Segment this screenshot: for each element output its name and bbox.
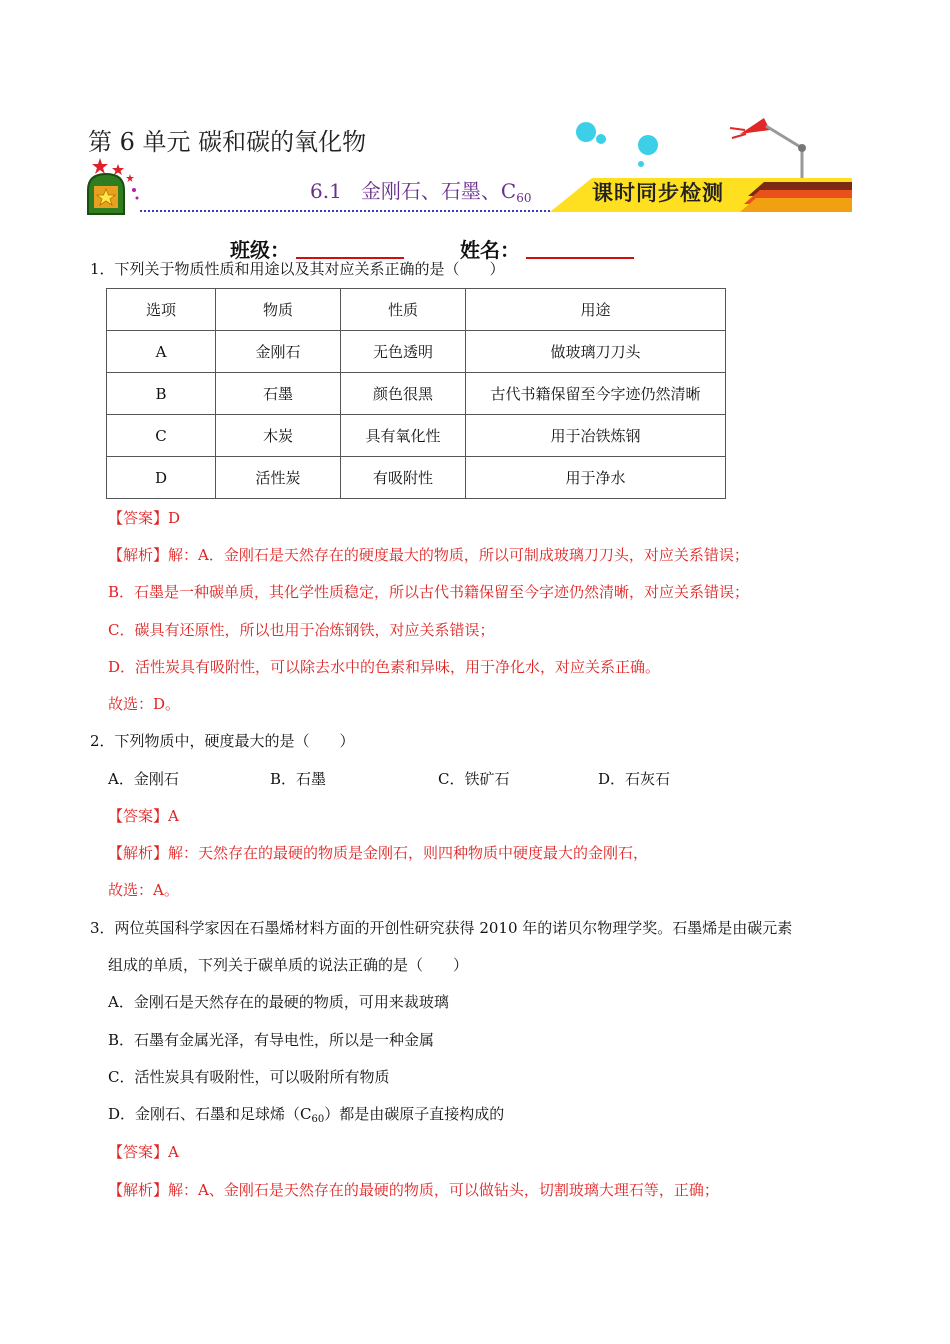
q3-option-c: C．活性炭具有吸附性，可以吸附所有物质 — [108, 1068, 390, 1086]
q2-option-c: C．铁矿石 — [438, 770, 510, 788]
q2-option-a: A．金刚石 — [108, 770, 179, 788]
table-cell: 具有氧化性 — [341, 415, 466, 457]
class-blank[interactable] — [296, 239, 404, 259]
q1-analysis-line: D．活性炭具有吸附性，可以除去水中的色素和异味，用于净化水，对应关系正确。 — [108, 658, 661, 676]
table-header-cell: 选项 — [107, 289, 216, 331]
table-row — [107, 415, 726, 457]
name-label: 姓名： — [460, 238, 520, 262]
section-title — [310, 175, 531, 205]
q3-stem-line: 组成的单质，下列关于碳单质的说法正确的是（ ） — [108, 956, 469, 974]
q2-option-b: B．石墨 — [270, 770, 327, 788]
section-number: 6.1 — [310, 179, 342, 203]
table-cell: 有吸附性 — [341, 457, 466, 499]
table-cell: C — [107, 415, 216, 457]
q2-option-d: D．石灰石 — [598, 770, 671, 788]
table-cell: 用于冶铁炼钢 — [466, 415, 726, 457]
name-blank[interactable] — [526, 239, 634, 259]
table-cell: 做玻璃刀刀头 — [466, 331, 726, 373]
q3-option-b: B．石墨有金属光泽，有导电性，所以是一种金属 — [108, 1031, 435, 1049]
q3-stem-line: 3．两位英国科学家因在石墨烯材料方面的开创性研究获得 2010 年的诺贝尔物理学奖。石墨烯是由碳元素 — [90, 919, 793, 937]
q3-analysis-line: 【解析】解：A、金刚石是天然存在的最硬的物质，可以做钻头，切割玻璃大理石等，正确； — [108, 1181, 719, 1199]
q3-option-d — [108, 1104, 504, 1130]
q3-answer: 【答案】A — [108, 1143, 179, 1161]
q2-answer: 【答案】A — [108, 807, 179, 825]
q1-analysis-line: B．石墨是一种碳单质，其化学性质稳定，所以古代书籍保留至今字迹仍然清晰，对应关系错误； — [108, 583, 750, 601]
class-label: 班级： — [230, 238, 290, 262]
table-cell: 用于净水 — [466, 457, 726, 499]
q2-analysis-line: 故选：A。 — [108, 881, 179, 899]
table-cell: 颜色很黑 — [341, 373, 466, 415]
unit-title: 第 6 单元 碳和碳的氧化物 — [88, 128, 367, 156]
header-divider — [140, 210, 558, 212]
q3-option-d-post: ）都是由碳原子直接构成的 — [324, 1105, 505, 1123]
q1-table — [106, 288, 726, 499]
table-header-cell: 物质 — [216, 289, 341, 331]
q1-analysis-line: C．碳具有还原性，所以也用于冶炼钢铁，对应关系错误； — [108, 621, 495, 639]
q1-analysis-line: 【解析】解：A．金刚石是天然存在的硬度最大的物质，所以可制成玻璃刀刀头，对应关系错误； — [108, 546, 749, 564]
table-cell: 石墨 — [216, 373, 341, 415]
table-cell: 木炭 — [216, 415, 341, 457]
table-row — [107, 373, 726, 415]
q1-stem: 1．下列关于物质性质和用途以及其对应关系正确的是（ ） — [90, 260, 505, 278]
banner-text: 课时同步检测 — [592, 180, 724, 205]
q3-option-d-subscript: 60 — [311, 1114, 325, 1125]
table-cell: 无色透明 — [341, 331, 466, 373]
table-header-cell: 性质 — [341, 289, 466, 331]
table-row — [107, 331, 726, 373]
q3-option-a: A．金刚石是天然存在的最硬的物质，可用来裁玻璃 — [108, 993, 449, 1011]
q1-analysis-line: 故选：D。 — [108, 695, 181, 713]
table-cell: B — [107, 373, 216, 415]
table-cell: 金刚石 — [216, 331, 341, 373]
table-cell: D — [107, 457, 216, 499]
table-row — [107, 457, 726, 499]
table-cell: 活性炭 — [216, 457, 341, 499]
table-cell: 古代书籍保留至今字迹仍然清晰 — [466, 373, 726, 415]
section-name-subscript: 60 — [516, 191, 532, 205]
table-header-cell: 用途 — [466, 289, 726, 331]
star-badge-icon — [84, 150, 144, 216]
q2-stem: 2．下列物质中，硬度最大的是（ ） — [90, 732, 355, 750]
table-header-row — [107, 289, 726, 331]
table-cell: A — [107, 331, 216, 373]
q1-answer: 【答案】D — [108, 509, 181, 527]
q3-option-d-pre: D．金刚石、石墨和足球烯（C — [108, 1105, 312, 1123]
section-name: 金刚石、石墨、C — [360, 179, 517, 203]
q2-analysis-line: 【解析】解：天然存在的最硬的物质是金刚石，则四种物质中硬度最大的金刚石， — [108, 844, 649, 862]
